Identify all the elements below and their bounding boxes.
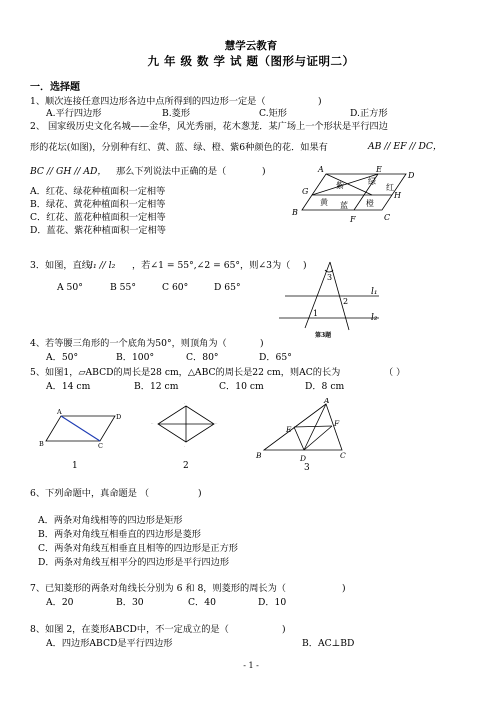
q2-opt-c: C．红花、蓝花种植面积一定相等 <box>30 212 166 223</box>
q5-opt-d: D．8 cm <box>305 381 345 392</box>
q4-opt-b: B．100° <box>116 352 155 363</box>
q3-stem-a: 3．如图，直线 <box>30 260 91 271</box>
label-g: G <box>302 187 309 196</box>
fig2-vertex-left: ·· <box>151 421 154 426</box>
q4-stem: 4、若等腰三角形的一个底角为50°，则顶角为（ <box>30 338 227 349</box>
segment-ef <box>294 426 332 427</box>
label-a: A <box>318 165 324 174</box>
diagonal-ac <box>61 416 100 441</box>
page-number: - 1 - <box>243 661 259 670</box>
q8-stem: 8、如图 2，在菱形ABCD中，不一定成立的是（ <box>30 624 229 635</box>
q3-parallel: l₁ // l₂ <box>90 260 116 271</box>
angle-2-label: 2 <box>343 297 349 306</box>
q3-close: ) <box>303 260 307 271</box>
q3-opt-d: D 65° <box>214 282 241 293</box>
q7-close: ) <box>342 583 346 594</box>
org-name: 慧学云教育 <box>224 40 278 52</box>
q2-opt-b: B．绿花、黄花种植面积一定相等 <box>30 199 166 210</box>
q3-opt-b: B 55° <box>110 282 136 293</box>
label-c: C <box>384 213 391 222</box>
label-h: H <box>394 191 401 200</box>
l2-label: l₂ <box>371 313 378 323</box>
l1-label: l₁ <box>371 287 378 297</box>
q4-opt-c: C．80° <box>186 352 219 363</box>
diag-ah <box>326 174 372 195</box>
q6-opt-c: C．两条对角线互相垂直且相等的四边形是正方形 <box>38 543 238 554</box>
q1-opt-b: B.菱形 <box>162 108 191 119</box>
q7-stem: 7、已知菱形的两条对角线长分别为 6 和 8，则菱形的周长为（ <box>30 583 286 594</box>
angle-3-label: 3 <box>327 273 333 282</box>
figure-2-rhombus <box>148 402 224 470</box>
figure-3-triangle <box>246 398 356 472</box>
q2-opt-a: A．红花、绿花种植面积一定相等 <box>30 186 166 197</box>
figure-1-parallelogram <box>38 408 128 470</box>
q8-opt-a: A．四边形ABCD是平行四边形 <box>46 638 173 649</box>
q1-opt-c: C.矩形 <box>259 108 287 119</box>
q6-stem: 6、下列命题中，真命题是 （ <box>30 488 150 499</box>
fig1-label-b: B <box>39 440 44 448</box>
fig3-label-f: F <box>334 419 340 428</box>
fig3-label-d: D <box>300 454 307 463</box>
region-purple: 紫 <box>336 181 344 190</box>
q5-opt-c: C．10 cm <box>219 381 264 392</box>
q2-close: ) <box>262 166 266 177</box>
region-blue: 蓝 <box>340 201 348 210</box>
q8-opt-b: B．AC⊥BD <box>302 638 355 649</box>
segment-de <box>294 427 304 450</box>
fig3-caption: 3 <box>304 463 310 472</box>
fig3-label-c: C <box>340 451 346 460</box>
fig3-label-e: E <box>286 425 292 434</box>
parallelogram-abcd <box>302 174 406 210</box>
q2-opt-d: D．蓝花、紫花种植面积一定相等 <box>30 225 166 236</box>
fig2-vertex-right: ·· <box>215 421 218 426</box>
fig1-label-d: D <box>116 413 122 421</box>
label-f: F <box>350 215 356 224</box>
q3-stem-b: ，若∠1 = 55°,∠2 = 65°，则∠3为（ <box>132 260 291 271</box>
q5-paren: （ ） <box>384 367 406 378</box>
region-orange: 橙 <box>366 199 374 208</box>
q6-opt-a: A．两条对角线相等的四边形是矩形 <box>38 515 183 526</box>
q7-opt-b: B．30 <box>116 597 144 608</box>
q1-close: ) <box>318 96 322 107</box>
fig3-label-b: B <box>256 451 262 460</box>
region-red: 红 <box>386 183 394 192</box>
q2-line1: 2、 国家级历史文化名城——金华，风光秀丽，花木葱茏．某广场上一个形状是平行四边 <box>30 121 388 132</box>
q1-opt-a: A.平行四边形 <box>46 108 102 119</box>
label-d: D <box>408 171 415 180</box>
q6-close: ) <box>198 488 202 499</box>
q2-parallelogram-figure <box>280 164 420 228</box>
q3-opt-a: A 50° <box>57 282 83 293</box>
label-b: B <box>292 208 298 217</box>
q4-close: ) <box>260 338 264 349</box>
q4-opt-d: D．65° <box>259 352 292 363</box>
fig2-caption: 2 <box>183 461 189 470</box>
q2-line3: 那么下列说法中正确的是（ <box>116 166 227 177</box>
segment-df <box>304 426 332 450</box>
q2-condition-2: BC // GH // AD， <box>30 166 107 177</box>
angle-1-label: 1 <box>313 309 319 318</box>
q5-opt-a: A．14 cm <box>46 381 91 392</box>
fig1-label-a: A <box>57 408 62 416</box>
fig1-label-c: C <box>98 442 103 450</box>
region-yellow: 黄 <box>320 198 328 207</box>
q4-opt-a: A．50° <box>46 352 79 363</box>
fig3-caption: 第3题 <box>315 332 332 339</box>
q6-opt-d: D．两条对角线互相平分的四边形是平行四边形 <box>38 557 230 568</box>
q7-opt-d: D．10 <box>258 597 287 608</box>
q1-stem: 1、顺次连接任意四边形各边中点所得到的四边形一定是（ <box>30 96 266 107</box>
q6-opt-b: B．两条对角线互相垂直的四边形是菱形 <box>38 529 201 540</box>
region-green: 绿 <box>368 177 376 186</box>
section-heading: 一．选择题 <box>30 82 80 93</box>
fig3-label-a: A <box>324 398 330 405</box>
q7-opt-c: C．40 <box>188 597 216 608</box>
q2-condition-1: AB // EF // DC， <box>368 141 443 152</box>
fig1-caption: 1 <box>72 461 78 470</box>
q3-parallel-lines-figure <box>275 258 390 340</box>
q7-opt-a: A．20 <box>46 597 74 608</box>
q5-opt-b: B．12 cm <box>134 381 179 392</box>
q2-line2: 形的花坛(如图)，分别种有红、黄、蓝、绿、橙、紫6种颜色的花．如果有 <box>30 142 328 153</box>
page-title: 九 年 级 数 学 试 题（图形与证明二） <box>147 54 355 68</box>
fig2-vertex-top: · <box>184 402 186 406</box>
fig2-vertex-bottom: · <box>184 444 186 449</box>
q3-opt-c: C 60° <box>162 282 189 293</box>
label-e: E <box>376 165 382 174</box>
q8-close: ) <box>282 624 286 635</box>
q5-stem: 5、如图1，▱ABCD的周长是28 cm，△ABC的周长是22 cm，则AC的长为 <box>30 367 341 378</box>
q1-opt-d: D.正方形 <box>350 108 388 119</box>
